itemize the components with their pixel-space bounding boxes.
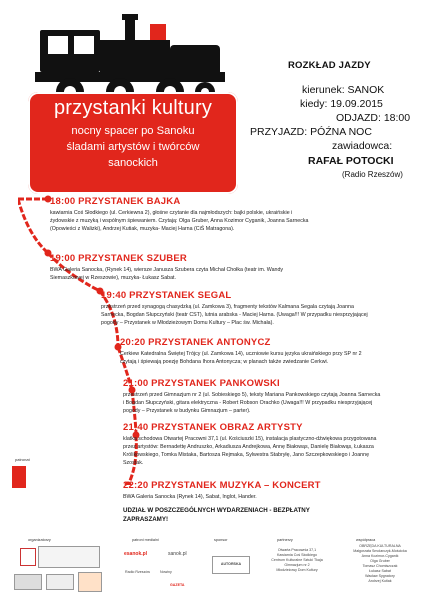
stop-muzyka: 22:20 PRZYSTANEK MUZYKA – KONCERT BWA Galeria Sanocka (Rynek 14), Sabat, Inglot, Hander. <box>123 480 321 500</box>
media-patrons-label: patroni medialni <box>132 538 159 542</box>
date: kiedy: 19.09.2015 <box>300 98 383 110</box>
stop-antonycz: 20:20 PRZYSTANEK ANTONYCZ Cerkiew Katedralna Świętej Trójcy (ul. Zamkowa 14), uczniowie kursu języka ukraińskiego przy SP nr 2 czytają i śpiewają poezję Bohdana Ihora Antonycza; w planach także zwiedzanie Cerkwi. <box>120 337 362 366</box>
sponsor-logo: AUTORSKA <box>212 556 250 574</box>
partners-list: Otwarta Pracownia 37,1 Kawiarnia Coś Słodkiego Centrum Kulturalne Sztuki Tkaja Gimnazjum nr 2 Młodzieżowy Dom Kultury <box>271 548 323 572</box>
event-subtitle: nocny spacer po Sanoku śladami artystów i twórców sanockich <box>66 125 200 169</box>
patronage-label: patronat <box>15 457 30 462</box>
organizer-logo-2 <box>14 574 42 590</box>
organizers-label: organizatorzy <box>28 538 51 542</box>
media-logo-esanok: esanok.pl <box>124 551 148 557</box>
cooperation-label: współpraca <box>356 538 376 542</box>
title-banner <box>28 92 238 194</box>
dispatcher-label: zawiadowca: <box>332 140 393 152</box>
departure: ODJAZD: 18:00 <box>336 112 411 124</box>
media-logo-sanok: sanok.pl <box>168 551 187 557</box>
cooperation-list: OBRZĘDA KULTURALNA Małgorzata Smolarczyk-Mościcka Anna Kozimor-Cyganik Olga Gruber Tomasz Chomiszczak Łukasz Sabat Wacław Sygnatory Andrzej Kutiak <box>353 544 407 583</box>
schedule-heading: ROZKŁAD JAZDY <box>288 60 371 71</box>
sponsor-label: sponsor <box>214 538 228 542</box>
stop-obraz-artysty: 21:40 PRZYSTANEK OBRAZ ARTYSTY klatka schodowa Otwartej Pracowni 37,1 (ul. Kościuszki 15), instalacja plastyczno-dźwiękowa przygotowana przez artystów: Bernadettę Andruszko, Arkadiusza Andrejkowa, Annę Białowąs, Danielę Białowąs, Łukasza Królikowskiego, Tomka Mistaka, Bartosza Rejmaka, Sylwestra Stabryłę, Jano Szczepkowskiego i Joannę Szostak. <box>123 422 377 467</box>
media-logo-nowiny: Nowiny <box>160 570 172 574</box>
organizer-logo-3 <box>46 574 74 590</box>
partners-label: partnerzy <box>277 538 293 542</box>
free-entry-note: UDZIAŁ W POSZCZEGÓLNYCH WYDARZENIACH - BEZPŁATNY ZAPRASZAMY! <box>123 507 310 523</box>
stop-bajka: 18:00 PRZYSTANEK BAJKA kawiarnia Coś Słodkiego (ul. Cerkiewna 2), głośne czytanie dla najmłodszych: bajki polskie, ukraińskie i żydowskie z muzyką i wspólnym śpiewaniem. Czytają: Olga Gruber, Anna Kozimor Cyganik, Joanna Sarnecka (Opowieści z Walizki), Andrzej Kutiak, muzyka- Maciej Harna (CiŚ Matragona). <box>50 196 309 233</box>
stop-segal: 19:40 PRZYSTANEK SEGAL przestrzeń przed synagogą chasydzką (ul. Zamkowa 3), fragmenty tekstów Kalmana Segala czytają Joanna Sarnecka, Bogdan Słupczyński (teatr CST), lutnia arabska - Maciej Harna. (Uwaga!!! W przypadku niesprzyjającej pogody – Przystanek w Młodzieżowym Domu Kultury – Plac św. Michała). <box>101 290 368 327</box>
media-logo-radio: Radio Rzeszów <box>125 570 150 574</box>
stop-szuber: 19:00 PRZYSTANEK SZUBER BWA Galeria Sanocka, (Rynek 14), wiersze Janusza Szubera czyta Michał Chołka (teatr im. Wandy Siemaszkowej w Rzeszowie), muzyka- Łukasz Sabat. <box>50 253 284 282</box>
dispatcher-radio: (Radio Rzeszów) <box>342 170 403 179</box>
direction: kierunek: SANOK <box>302 84 385 96</box>
arrival: PRZYJAZD: PÓŹNA NOC <box>250 126 372 138</box>
event-title: przystanki kultury <box>53 97 213 119</box>
stop-pankowski: 21:00 PRZYSTANEK PANKOWSKI przestrzeń przed Gimnazjum nr 2 (ul. Sobieskiego 5), teksty Mariana Pankowskiego czytają Joanna Sarnecka i Bogdan Słupczyński, gitara elektryczna - Robert Robson Orachko (Uwaga!!! W przypadku niesprzyjającej pogody – Przystanek w budynku Gimnazjum – parter). <box>123 378 381 415</box>
organizer-logo-4 <box>78 572 102 592</box>
media-logo-gazeta: GAZETA <box>170 583 185 587</box>
patronage-logo <box>12 466 26 488</box>
dispatcher-name: RAFAŁ POTOCKI <box>308 155 394 167</box>
gallery-logo <box>38 546 100 568</box>
city-crest-logo <box>20 548 36 566</box>
